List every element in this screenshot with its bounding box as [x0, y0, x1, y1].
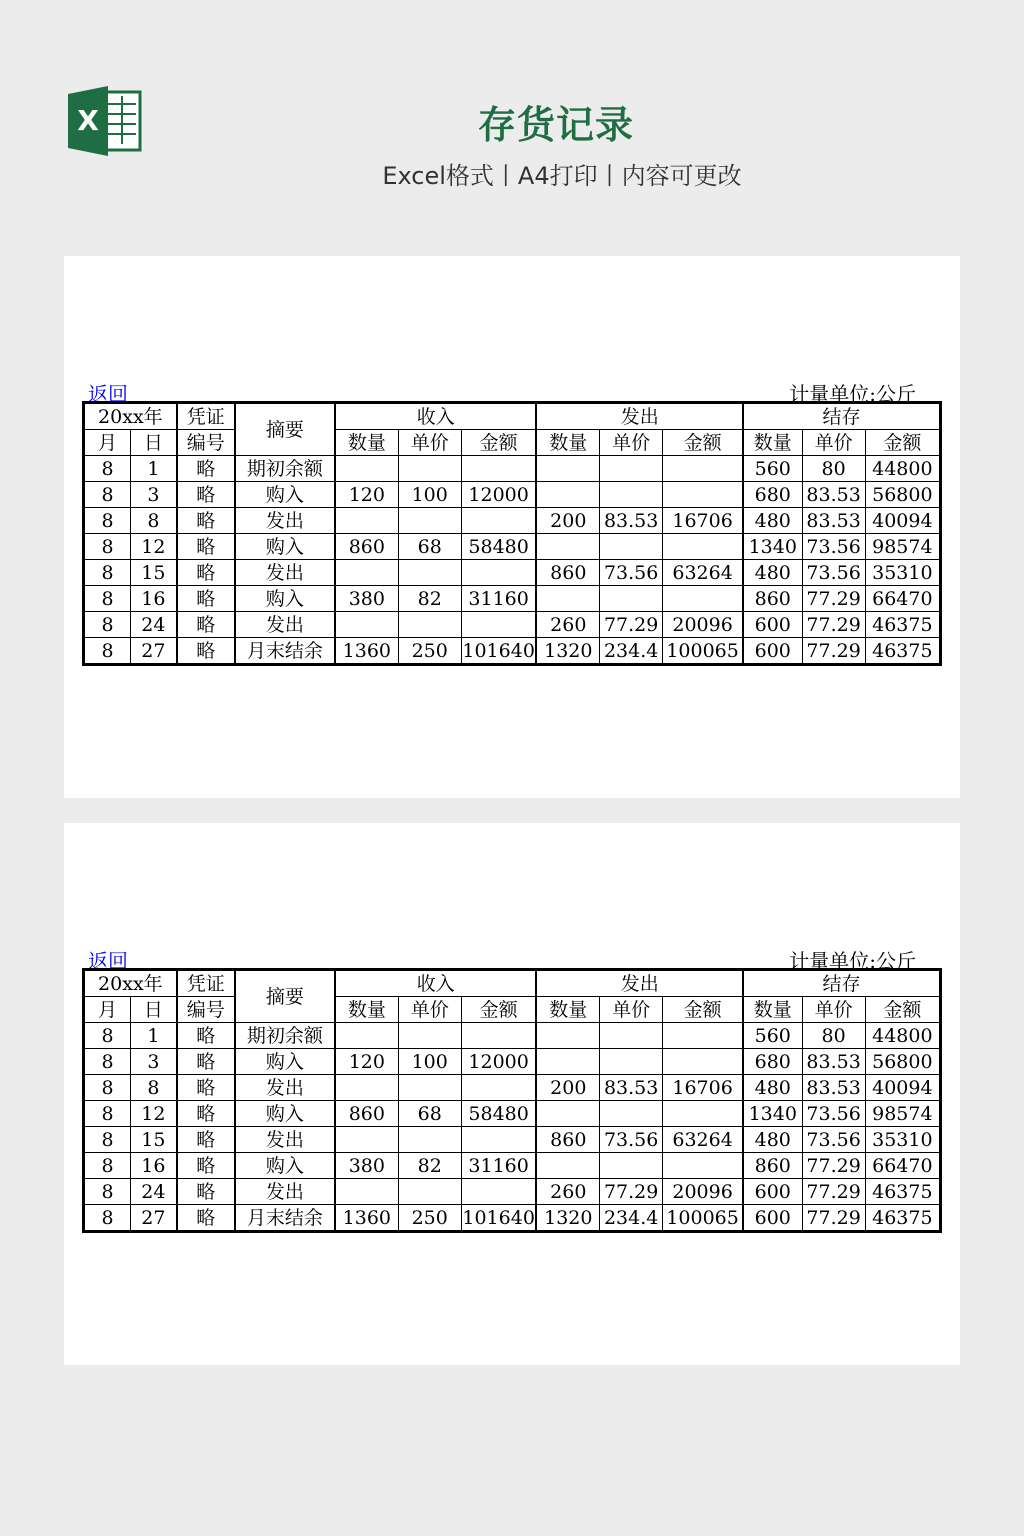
month-cell: 8: [84, 534, 131, 560]
balance-amount-cell: 35310: [865, 560, 940, 586]
issue-amount-cell: [663, 1153, 743, 1179]
month-cell: 8: [84, 1179, 131, 1205]
unit-note: 计量单位:公斤: [789, 949, 916, 973]
income-amount-cell: 101640: [461, 638, 536, 665]
issue-amount-cell: [663, 1023, 743, 1049]
income-amount-cell: 12000: [461, 482, 536, 508]
balance-qty-cell: 560: [743, 1023, 802, 1049]
income-price-cell: 250: [398, 1205, 461, 1232]
voucher-cell: 略: [177, 1179, 235, 1205]
summary-cell: 期初余额: [235, 456, 335, 482]
day-cell: 8: [131, 508, 177, 534]
day-cell: 12: [131, 534, 177, 560]
balance-qty-cell: 560: [743, 456, 802, 482]
month-cell: 8: [84, 612, 131, 638]
inventory-table: [82, 401, 942, 666]
balance-qty-cell: 600: [743, 1205, 802, 1232]
voucher-cell: 略: [177, 638, 235, 665]
balance-qty-cell: 860: [743, 586, 802, 612]
issue-amount-header: 金额: [663, 997, 743, 1023]
issue-qty-header: 数量: [536, 997, 599, 1023]
day-cell: 27: [131, 638, 177, 665]
summary-cell: 发出: [235, 1075, 335, 1101]
income-price-cell: 250: [398, 638, 461, 665]
income-qty-cell: [335, 456, 398, 482]
issue-header: 发出: [536, 403, 742, 430]
income-qty-cell: [335, 1023, 398, 1049]
issue-amount-cell: 100065: [663, 1205, 743, 1232]
balance-qty-cell: 680: [743, 1049, 802, 1075]
income-price-cell: [398, 1179, 461, 1205]
header-row-1: [84, 403, 941, 430]
income-amount-cell: [461, 456, 536, 482]
issue-qty-cell: [536, 456, 599, 482]
voucher-cell: 略: [177, 534, 235, 560]
income-qty-cell: 860: [335, 1101, 398, 1127]
summary-cell: 购入: [235, 1153, 335, 1179]
income-amount-cell: [461, 508, 536, 534]
income-qty-cell: [335, 612, 398, 638]
balance-price-cell: 80: [802, 1023, 865, 1049]
issue-qty-cell: [536, 1153, 599, 1179]
table-row: [84, 612, 941, 638]
month-cell: 8: [84, 1075, 131, 1101]
issue-qty-cell: [536, 1049, 599, 1075]
balance-price-cell: 80: [802, 456, 865, 482]
month-cell: 8: [84, 560, 131, 586]
issue-price-cell: [600, 482, 663, 508]
table-row: [84, 560, 941, 586]
income-price-cell: [398, 1075, 461, 1101]
month-cell: 8: [84, 586, 131, 612]
income-price-header: 单价: [398, 997, 461, 1023]
month-header: 月: [84, 997, 131, 1023]
voucher-cell: 略: [177, 456, 235, 482]
summary-cell: 发出: [235, 508, 335, 534]
income-price-cell: [398, 508, 461, 534]
balance-amount-cell: 56800: [865, 1049, 940, 1075]
header-row-1: [84, 970, 941, 997]
income-price-cell: [398, 1127, 461, 1153]
month-cell: 8: [84, 482, 131, 508]
income-amount-cell: 58480: [461, 534, 536, 560]
issue-amount-cell: [663, 482, 743, 508]
issue-qty-cell: 860: [536, 1127, 599, 1153]
income-header: 收入: [335, 403, 536, 430]
income-price-cell: [398, 1023, 461, 1049]
month-cell: 8: [84, 1153, 131, 1179]
issue-qty-cell: 1320: [536, 638, 599, 665]
balance-qty-cell: 600: [743, 612, 802, 638]
issue-price-cell: 234.4: [600, 1205, 663, 1232]
income-amount-header: 金额: [461, 430, 536, 456]
balance-price-header: 单价: [802, 430, 865, 456]
income-qty-cell: [335, 1075, 398, 1101]
issue-qty-cell: 260: [536, 612, 599, 638]
issue-amount-cell: [663, 586, 743, 612]
balance-amount-header: 金额: [865, 430, 940, 456]
day-cell: 16: [131, 586, 177, 612]
issue-price-cell: 73.56: [600, 560, 663, 586]
balance-price-cell: 77.29: [802, 1179, 865, 1205]
issue-qty-cell: [536, 1101, 599, 1127]
balance-qty-cell: 1340: [743, 1101, 802, 1127]
balance-price-cell: 83.53: [802, 1075, 865, 1101]
income-header: 收入: [335, 970, 536, 997]
balance-qty-header: 数量: [743, 997, 802, 1023]
income-price-cell: 100: [398, 1049, 461, 1075]
balance-price-cell: 73.56: [802, 560, 865, 586]
income-price-cell: 68: [398, 1101, 461, 1127]
income-amount-cell: 31160: [461, 586, 536, 612]
day-header: 日: [131, 997, 177, 1023]
balance-amount-cell: 46375: [865, 612, 940, 638]
balance-price-header: 单价: [802, 997, 865, 1023]
issue-price-cell: [600, 534, 663, 560]
month-header: 月: [84, 430, 131, 456]
income-amount-cell: [461, 1023, 536, 1049]
balance-header: 结存: [743, 403, 941, 430]
issue-qty-cell: [536, 482, 599, 508]
income-qty-cell: [335, 560, 398, 586]
sheet-preview-2: [64, 823, 960, 1365]
day-cell: 27: [131, 1205, 177, 1232]
balance-qty-cell: 680: [743, 482, 802, 508]
issue-qty-cell: 200: [536, 508, 599, 534]
balance-amount-cell: 46375: [865, 1205, 940, 1232]
balance-price-cell: 73.56: [802, 534, 865, 560]
table-row: [84, 1101, 941, 1127]
issue-qty-header: 数量: [536, 430, 599, 456]
balance-amount-cell: 46375: [865, 1179, 940, 1205]
balance-amount-cell: 44800: [865, 1023, 940, 1049]
balance-qty-cell: 600: [743, 1179, 802, 1205]
header-row-2: [84, 997, 941, 1023]
voucher-cell: 略: [177, 1101, 235, 1127]
summary-cell: 发出: [235, 1179, 335, 1205]
balance-qty-header: 数量: [743, 430, 802, 456]
balance-price-cell: 77.29: [802, 1205, 865, 1232]
balance-amount-cell: 40094: [865, 1075, 940, 1101]
day-cell: 12: [131, 1101, 177, 1127]
issue-price-cell: [600, 586, 663, 612]
income-qty-cell: [335, 1179, 398, 1205]
balance-amount-cell: 35310: [865, 1127, 940, 1153]
issue-qty-cell: 200: [536, 1075, 599, 1101]
income-qty-cell: 1360: [335, 1205, 398, 1232]
table-row: [84, 1023, 941, 1049]
month-cell: 8: [84, 1049, 131, 1075]
issue-amount-cell: [663, 1101, 743, 1127]
table-row: [84, 1075, 941, 1101]
voucher-header-bottom: 编号: [177, 997, 235, 1023]
income-amount-cell: [461, 1075, 536, 1101]
month-cell: 8: [84, 638, 131, 665]
month-cell: 8: [84, 1205, 131, 1232]
income-amount-header: 金额: [461, 997, 536, 1023]
voucher-cell: 略: [177, 1023, 235, 1049]
issue-amount-header: 金额: [663, 430, 743, 456]
header-row-2: [84, 430, 941, 456]
summary-cell: 购入: [235, 534, 335, 560]
day-cell: 24: [131, 612, 177, 638]
month-cell: 8: [84, 508, 131, 534]
balance-price-cell: 83.53: [802, 482, 865, 508]
income-qty-cell: [335, 508, 398, 534]
month-cell: 8: [84, 1101, 131, 1127]
income-price-cell: 82: [398, 1153, 461, 1179]
issue-price-cell: [600, 1101, 663, 1127]
table-row: [84, 1179, 941, 1205]
balance-qty-cell: 480: [743, 1127, 802, 1153]
income-qty-cell: [335, 1127, 398, 1153]
table-row: [84, 638, 941, 665]
voucher-cell: 略: [177, 1049, 235, 1075]
summary-cell: 月末结余: [235, 638, 335, 665]
balance-amount-cell: 40094: [865, 508, 940, 534]
balance-price-cell: 83.53: [802, 508, 865, 534]
balance-qty-cell: 480: [743, 1075, 802, 1101]
unit-note: 计量单位:公斤: [789, 382, 916, 406]
table-row: [84, 1049, 941, 1075]
income-price-cell: 100: [398, 482, 461, 508]
summary-cell: 购入: [235, 482, 335, 508]
summary-cell: 发出: [235, 560, 335, 586]
table-row: [84, 1205, 941, 1232]
table-row: [84, 1127, 941, 1153]
income-amount-cell: [461, 612, 536, 638]
inventory-table: [82, 968, 942, 1233]
balance-amount-header: 金额: [865, 997, 940, 1023]
table-row: [84, 1153, 941, 1179]
summary-cell: 月末结余: [235, 1205, 335, 1232]
summary-cell: 发出: [235, 612, 335, 638]
issue-price-cell: 83.53: [600, 508, 663, 534]
income-qty-header: 数量: [335, 430, 398, 456]
issue-amount-cell: [663, 456, 743, 482]
balance-amount-cell: 66470: [865, 1153, 940, 1179]
summary-cell: 购入: [235, 1049, 335, 1075]
balance-amount-cell: 46375: [865, 638, 940, 665]
balance-price-cell: 73.56: [802, 1101, 865, 1127]
issue-amount-cell: 20096: [663, 612, 743, 638]
income-qty-header: 数量: [335, 997, 398, 1023]
income-amount-cell: 101640: [461, 1205, 536, 1232]
issue-price-cell: 73.56: [600, 1127, 663, 1153]
income-qty-cell: 120: [335, 482, 398, 508]
month-cell: 8: [84, 1023, 131, 1049]
income-qty-cell: 120: [335, 1049, 398, 1075]
issue-price-cell: 77.29: [600, 1179, 663, 1205]
summary-cell: 发出: [235, 1127, 335, 1153]
income-price-cell: 68: [398, 534, 461, 560]
balance-amount-cell: 66470: [865, 586, 940, 612]
year-header: 20xx年: [84, 970, 177, 997]
issue-header: 发出: [536, 970, 742, 997]
month-cell: 8: [84, 456, 131, 482]
balance-price-cell: 77.29: [802, 586, 865, 612]
balance-qty-cell: 860: [743, 1153, 802, 1179]
income-amount-cell: [461, 1127, 536, 1153]
balance-header: 结存: [743, 970, 941, 997]
issue-qty-cell: [536, 534, 599, 560]
income-qty-cell: 380: [335, 586, 398, 612]
income-amount-cell: 12000: [461, 1049, 536, 1075]
issue-qty-cell: [536, 1023, 599, 1049]
issue-amount-cell: 63264: [663, 1127, 743, 1153]
income-qty-cell: 1360: [335, 638, 398, 665]
issue-amount-cell: 100065: [663, 638, 743, 665]
day-cell: 15: [131, 1127, 177, 1153]
day-cell: 16: [131, 1153, 177, 1179]
balance-qty-cell: 480: [743, 508, 802, 534]
day-cell: 15: [131, 560, 177, 586]
day-header: 日: [131, 430, 177, 456]
voucher-cell: 略: [177, 482, 235, 508]
day-cell: 3: [131, 482, 177, 508]
summary-cell: 购入: [235, 1101, 335, 1127]
balance-price-cell: 77.29: [802, 1153, 865, 1179]
income-price-cell: [398, 456, 461, 482]
page-subtitle: Excel格式丨A4打印丨内容可更改: [382, 162, 742, 190]
issue-amount-cell: 16706: [663, 1075, 743, 1101]
income-amount-cell: [461, 1179, 536, 1205]
table-row: [84, 482, 941, 508]
summary-cell: 期初余额: [235, 1023, 335, 1049]
income-amount-cell: 31160: [461, 1153, 536, 1179]
table-row: [84, 534, 941, 560]
return-link[interactable]: 返回: [88, 949, 128, 973]
income-qty-cell: 380: [335, 1153, 398, 1179]
year-header: 20xx年: [84, 403, 177, 430]
month-cell: 8: [84, 1127, 131, 1153]
issue-qty-cell: 260: [536, 1179, 599, 1205]
issue-amount-cell: [663, 534, 743, 560]
voucher-cell: 略: [177, 1205, 235, 1232]
day-cell: 8: [131, 1075, 177, 1101]
issue-price-cell: [600, 1153, 663, 1179]
income-price-cell: [398, 560, 461, 586]
income-price-cell: 82: [398, 586, 461, 612]
income-amount-cell: [461, 560, 536, 586]
issue-price-header: 单价: [600, 430, 663, 456]
balance-qty-cell: 1340: [743, 534, 802, 560]
balance-amount-cell: 44800: [865, 456, 940, 482]
balance-amount-cell: 56800: [865, 482, 940, 508]
day-cell: 1: [131, 456, 177, 482]
table-row: [84, 508, 941, 534]
return-link[interactable]: 返回: [88, 382, 128, 406]
balance-qty-cell: 600: [743, 638, 802, 665]
issue-qty-cell: [536, 586, 599, 612]
balance-price-cell: 83.53: [802, 1049, 865, 1075]
issue-price-cell: [600, 1023, 663, 1049]
issue-amount-cell: 63264: [663, 560, 743, 586]
balance-price-cell: 77.29: [802, 638, 865, 665]
svg-text:X: X: [77, 104, 99, 137]
issue-qty-cell: 1320: [536, 1205, 599, 1232]
issue-amount-cell: 16706: [663, 508, 743, 534]
voucher-cell: 略: [177, 586, 235, 612]
day-cell: 24: [131, 1179, 177, 1205]
balance-price-cell: 73.56: [802, 1127, 865, 1153]
voucher-cell: 略: [177, 1127, 235, 1153]
voucher-cell: 略: [177, 1153, 235, 1179]
summary-header: 摘要: [235, 970, 335, 1023]
summary-cell: 购入: [235, 586, 335, 612]
voucher-header-top: 凭证: [177, 970, 235, 997]
voucher-header-top: 凭证: [177, 403, 235, 430]
voucher-cell: 略: [177, 560, 235, 586]
issue-amount-cell: [663, 1049, 743, 1075]
issue-price-cell: 234.4: [600, 638, 663, 665]
voucher-cell: 略: [177, 612, 235, 638]
table-row: [84, 586, 941, 612]
balance-price-cell: 77.29: [802, 612, 865, 638]
issue-price-cell: [600, 456, 663, 482]
day-cell: 3: [131, 1049, 177, 1075]
balance-amount-cell: 98574: [865, 534, 940, 560]
summary-header: 摘要: [235, 403, 335, 456]
issue-price-cell: [600, 1049, 663, 1075]
issue-price-cell: 77.29: [600, 612, 663, 638]
voucher-cell: 略: [177, 508, 235, 534]
issue-qty-cell: 860: [536, 560, 599, 586]
income-amount-cell: 58480: [461, 1101, 536, 1127]
sheet-preview-1: [64, 256, 960, 798]
income-qty-cell: 860: [335, 534, 398, 560]
table-row: [84, 456, 941, 482]
issue-price-header: 单价: [600, 997, 663, 1023]
balance-qty-cell: 480: [743, 560, 802, 586]
voucher-header-bottom: 编号: [177, 430, 235, 456]
balance-amount-cell: 98574: [865, 1101, 940, 1127]
day-cell: 1: [131, 1023, 177, 1049]
issue-amount-cell: 20096: [663, 1179, 743, 1205]
voucher-cell: 略: [177, 1075, 235, 1101]
page-title: 存货记录: [477, 103, 634, 147]
issue-price-cell: 83.53: [600, 1075, 663, 1101]
income-price-header: 单价: [398, 430, 461, 456]
income-price-cell: [398, 612, 461, 638]
